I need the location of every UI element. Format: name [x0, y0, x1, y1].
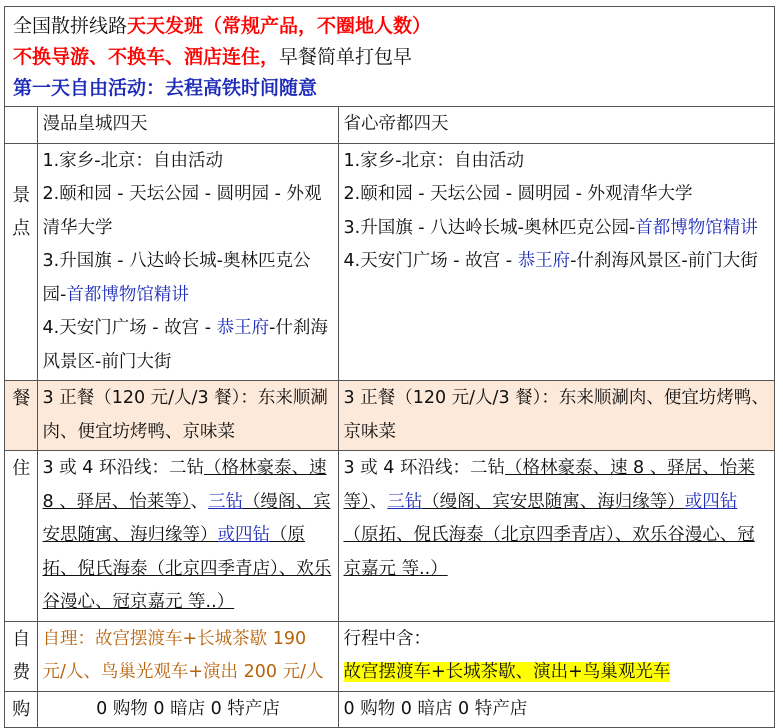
four-diamond-list: （原拓、倪氏海泰（北京四季青店）、欢乐谷漫心、冠京嘉元 等..） — [343, 525, 755, 579]
three-diamond-link[interactable]: 三钻 — [387, 491, 423, 512]
self-pay-cell-a: 自理：故宫摆渡车+长城茶歇 190 元/人、鸟巢光观车+演出 200 元/人 — [37, 621, 338, 691]
two-diamond-list: （格林豪泰、速 8 、驿居、怡莱等） — [42, 458, 327, 512]
prince-gong-link[interactable]: 恭王府 — [517, 251, 571, 271]
meal-cell-a: 3 正餐（120 元/人/3 餐）：东来顺涮肉、便宜坊烤鸭、京味菜 — [37, 381, 338, 451]
itinerary-table — [5, 107, 774, 727]
self-pay-label — [5, 621, 37, 691]
museum-link[interactable]: 首都博物馆精讲 — [66, 284, 189, 305]
itinerary-sheet — [4, 6, 775, 728]
stay-cell-b — [338, 451, 774, 622]
self-pay-row — [5, 621, 774, 691]
stay-intro: 3 或 4 环沿线：二钻 — [42, 458, 204, 478]
day-3 — [344, 212, 771, 246]
day-4 — [344, 245, 771, 279]
day-4-text-end: -什刹海风景区-前门大街 — [570, 251, 758, 271]
breakfast-text: 早餐简单打包早 — [279, 46, 413, 68]
scenic-cell-a — [37, 143, 338, 381]
included-title: 行程中含： — [343, 628, 431, 649]
day-3-text: 3.升国旗 - 八达岭长城-奥林匹克公园- — [343, 217, 636, 238]
stay-cell-a — [37, 451, 338, 622]
column-title-b: 省心帝都四天 — [338, 107, 774, 143]
four-diamond-list: （原拓、倪氏海泰（北京四季青店）、欢乐谷漫心、冠京嘉元 等..） — [42, 525, 332, 612]
separator: 、 — [190, 491, 208, 512]
daily-departure-text: 天天发班（常规产品，不圈地人数） — [127, 15, 432, 37]
day-4-text: 4.天安门广场 - 故宫 - — [42, 318, 217, 338]
scenic-label — [5, 143, 37, 381]
stay-intro: 3 或 4 环沿线：二钻 — [343, 458, 505, 478]
self-pay-cell-b — [338, 621, 774, 691]
shopping-label: 购 — [5, 691, 37, 727]
prince-gong-link[interactable]: 恭王府 — [216, 318, 270, 338]
day-4 — [43, 312, 334, 379]
header-block — [5, 7, 774, 107]
self-pay-label-char-1: 自 — [12, 628, 31, 650]
shopping-row — [5, 691, 774, 727]
route-type-text: 全国散拼线路 — [13, 15, 128, 37]
four-diamond-link[interactable]: 或四钻 — [684, 491, 738, 512]
day-2: 2.颐和园 - 天坛公园 - 圆明园 - 外观清华大学 — [343, 184, 693, 204]
header-line-1 — [13, 11, 768, 42]
included-items — [344, 656, 771, 690]
scenic-label-char-1: 景 — [12, 184, 31, 206]
included-items-highlight: 故宫摆渡车+长城茶歇、演出+鸟巢观光车 — [343, 662, 671, 682]
shopping-cell-a: 0 购物 0 暗店 0 特产店 — [37, 691, 338, 727]
day-4-text: 4.天安门广场 - 故宫 - — [343, 251, 518, 271]
header-line-2 — [13, 42, 768, 73]
scenic-cell-b — [338, 143, 774, 381]
header-line-3: 第一天自由活动：去程高铁时间随意 — [13, 77, 318, 99]
corner-cell — [5, 107, 37, 143]
four-diamond-link[interactable]: 或四钻 — [217, 525, 270, 545]
day-3 — [43, 245, 334, 312]
three-diamond-list: （缦阁、宾安思随寓、海归缘等） — [422, 491, 685, 512]
separator: 、 — [369, 491, 388, 512]
museum-link[interactable]: 首都博物馆精讲 — [635, 217, 758, 238]
column-title-a: 漫品皇城四天 — [37, 107, 338, 143]
three-diamond-link[interactable]: 三钻 — [207, 491, 243, 512]
scenic-row — [5, 143, 774, 381]
self-pay-label-char-2: 费 — [12, 662, 31, 683]
meal-row — [5, 381, 774, 451]
shopping-cell-b: 0 购物 0 暗店 0 特产店 — [338, 691, 774, 727]
stay-row — [5, 451, 774, 622]
three-diamond-list: （缦阁、宾安思随寓、海归缘等） — [42, 491, 331, 545]
day-4-text-end: -什刹海风景区-前门大街 — [42, 318, 328, 372]
meal-cell-b: 3 正餐（120 元/人/3 餐）：东来顺涮肉、便宜坊烤鸭、京味菜 — [338, 381, 774, 451]
title-row — [5, 107, 774, 143]
two-diamond-list: （格林豪泰、速 8 、驿居、怡莱等） — [343, 458, 755, 512]
meal-label: 餐 — [5, 381, 37, 451]
day-2: 2.颐和园 - 天坛公园 - 圆明园 - 外观清华大学 — [42, 184, 322, 238]
day-3-text: 3.升国旗 - 八达岭长城-奥林匹克公园- — [42, 251, 311, 305]
stay-label: 住 — [5, 451, 37, 622]
scenic-label-char-2: 点 — [12, 218, 31, 239]
day-1: 1.家乡-北京：自由活动 — [42, 150, 224, 171]
no-change-text: 不换导游、不换车、酒店连住， — [13, 46, 280, 68]
day-1: 1.家乡-北京：自由活动 — [343, 150, 525, 171]
